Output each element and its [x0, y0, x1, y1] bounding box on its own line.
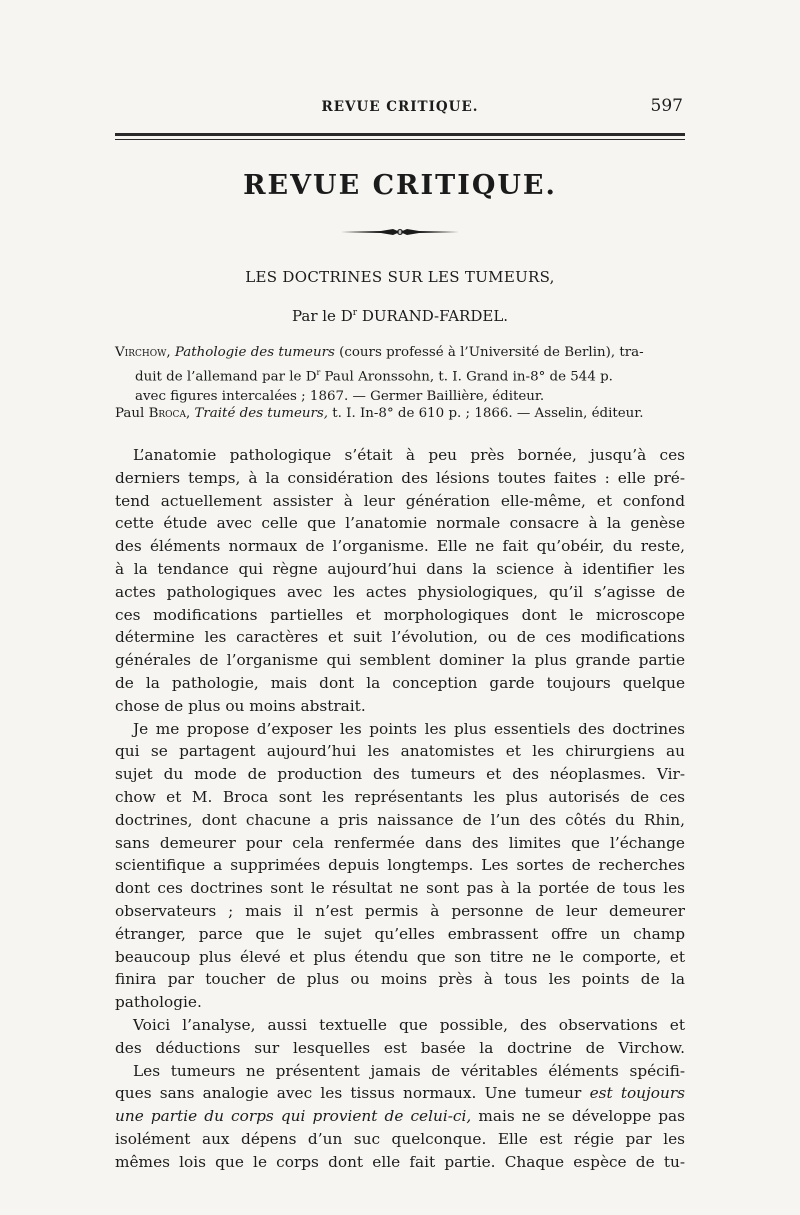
bibliography-entry — [115, 404, 687, 424]
body-line: de la pathologie, mais dont la conception garde toujours quelque — [115, 673, 685, 692]
byline-name: DURAND-FARDEL. — [357, 307, 509, 325]
body-line — [115, 1082, 685, 1105]
section-title: REVUE CRITIQUE. — [243, 170, 557, 201]
body-line: des éléments normaux de l’organisme. Elle ne fait qu’obéir, du reste, — [115, 537, 685, 556]
body-line: actes pathologiques avec les actes physiologiques, qu’il s’agisse de — [115, 582, 685, 601]
bib-author-first: Paul — [115, 406, 149, 421]
bib-line — [115, 363, 687, 387]
body-line-italic: est toujours — [589, 1084, 686, 1103]
body-line: tend actuellement assister à leur génération elle-même, et confond — [115, 491, 685, 510]
body-line: générales de l’organisme qui semblent dominer la plus grande partie — [115, 651, 685, 670]
article-title: LES DOCTRINES SUR LES TUMEURS, — [245, 268, 555, 286]
body-line: Les tumeurs ne présentent jamais de véritables éléments spécifi- — [133, 1061, 685, 1080]
byline-sup: r — [352, 308, 358, 318]
body-line: chose de plus ou moins abstrait. — [115, 696, 366, 715]
body-line: ces modifications partielles et morphologiques dont le microscope — [115, 605, 685, 624]
byline — [115, 307, 685, 325]
body-line: Voici l’analyse, aussi textuelle que possible, des observations et — [133, 1015, 685, 1034]
bib-text: (cours professé à l’Université de Berlin), tra- — [334, 345, 644, 360]
body-line: isolément aux dépens d’un suc quelconque. Elle est régie par les — [115, 1129, 685, 1148]
body-line: cette étude avec celle que l’anatomie normale consacre à la genèse — [115, 514, 685, 533]
bib-text: duit de l’allemand par le D — [135, 369, 317, 385]
body-line-segment: mais ne se développe pas — [471, 1107, 686, 1126]
byline-prefix: Par le D — [291, 307, 353, 325]
body-line: L’anatomie pathologique s’était à peu près bornée, jusqu’à ces — [133, 446, 685, 464]
body-line: scientifique a supprimées depuis longtemps. Les sortes de recherches — [115, 856, 685, 875]
body-line: étranger, parce que le sujet qu’elles embrassent offre un champ — [115, 924, 685, 943]
bib-author: Virchow, — [115, 345, 171, 360]
bib-line — [115, 404, 687, 424]
body-line: détermine les caractères et suit l’évolution, ou de ces modifications — [115, 628, 685, 647]
bib-author: Broca, — [148, 406, 191, 421]
body-line: sans demeurer pour cela renfermée dans des limites que l’échange — [115, 833, 685, 852]
bib-line — [115, 343, 687, 363]
body-line: doctrines, dont chacune a pris naissance de l’un des côtés du Rhin, — [115, 810, 685, 829]
body-line-segment: ques sans analogie avec les tissus normaux. Une tumeur — [115, 1084, 590, 1103]
running-head — [115, 96, 685, 121]
body-line: Je me propose d’exposer les points les plus essentiels des doctrines — [133, 719, 685, 738]
page-number: 597 — [650, 96, 683, 116]
body-line: mêmes lois que le corps dont elle fait partie. Chaque espèce de tu- — [115, 1152, 685, 1171]
body-line: observateurs ; mais il n’est permis à personne de leur demeurer — [115, 901, 685, 920]
body-text — [115, 444, 685, 1174]
bib-work: Traité des tumeurs, — [190, 406, 329, 421]
body-line: beaucoup plus élevé et plus étendu que son titre ne le comporte, et — [115, 947, 685, 966]
body-line: dont ces doctrines sont le résultat ne sont pas à la portée de tous les — [115, 879, 685, 898]
header-rule — [115, 133, 685, 136]
body-line: sujet du mode de production des tumeurs et des néoplasmes. Vir- — [115, 765, 685, 784]
bib-text: Paul Aronssohn, t. I. Grand in-8° de 544 p. — [320, 369, 613, 385]
body-line — [115, 1105, 685, 1128]
body-line: pathologie. — [115, 993, 202, 1012]
bib-text: t. I. In-8° de 610 p. ; 1866. — Asselin, éditeur. — [328, 406, 644, 421]
body-line: des déductions sur lesquelles est basée la doctrine de Virchow. — [115, 1038, 685, 1057]
bib-line: avec figures intercalées ; 1867. — Germer Baillière, éditeur. — [135, 389, 545, 405]
body-line-italic: une partie du corps qui provient de celui-ci, — [115, 1107, 472, 1126]
body-line: qui se partagent aujourd’hui les anatomistes et les chirurgiens au — [115, 742, 685, 761]
body-line: à la tendance qui règne aujourd’hui dans la science à identifier les — [115, 559, 685, 578]
ornament-divider-icon — [341, 226, 459, 238]
body-line: chow et M. Broca sont les représentants les plus autorisés de ces — [115, 787, 685, 806]
body-line: finira par toucher de plus ou moins près à tous les points de la — [115, 970, 685, 989]
header-rule-thin — [115, 139, 685, 140]
body-line: derniers temps, à la considération des lésions toutes faites : elle pré- — [115, 468, 685, 487]
bib-sup: r — [316, 368, 321, 377]
bibliography-entry — [115, 343, 687, 407]
running-title: REVUE CRITIQUE. — [321, 99, 479, 115]
bib-work: Pathologie des tumeurs — [170, 345, 335, 360]
